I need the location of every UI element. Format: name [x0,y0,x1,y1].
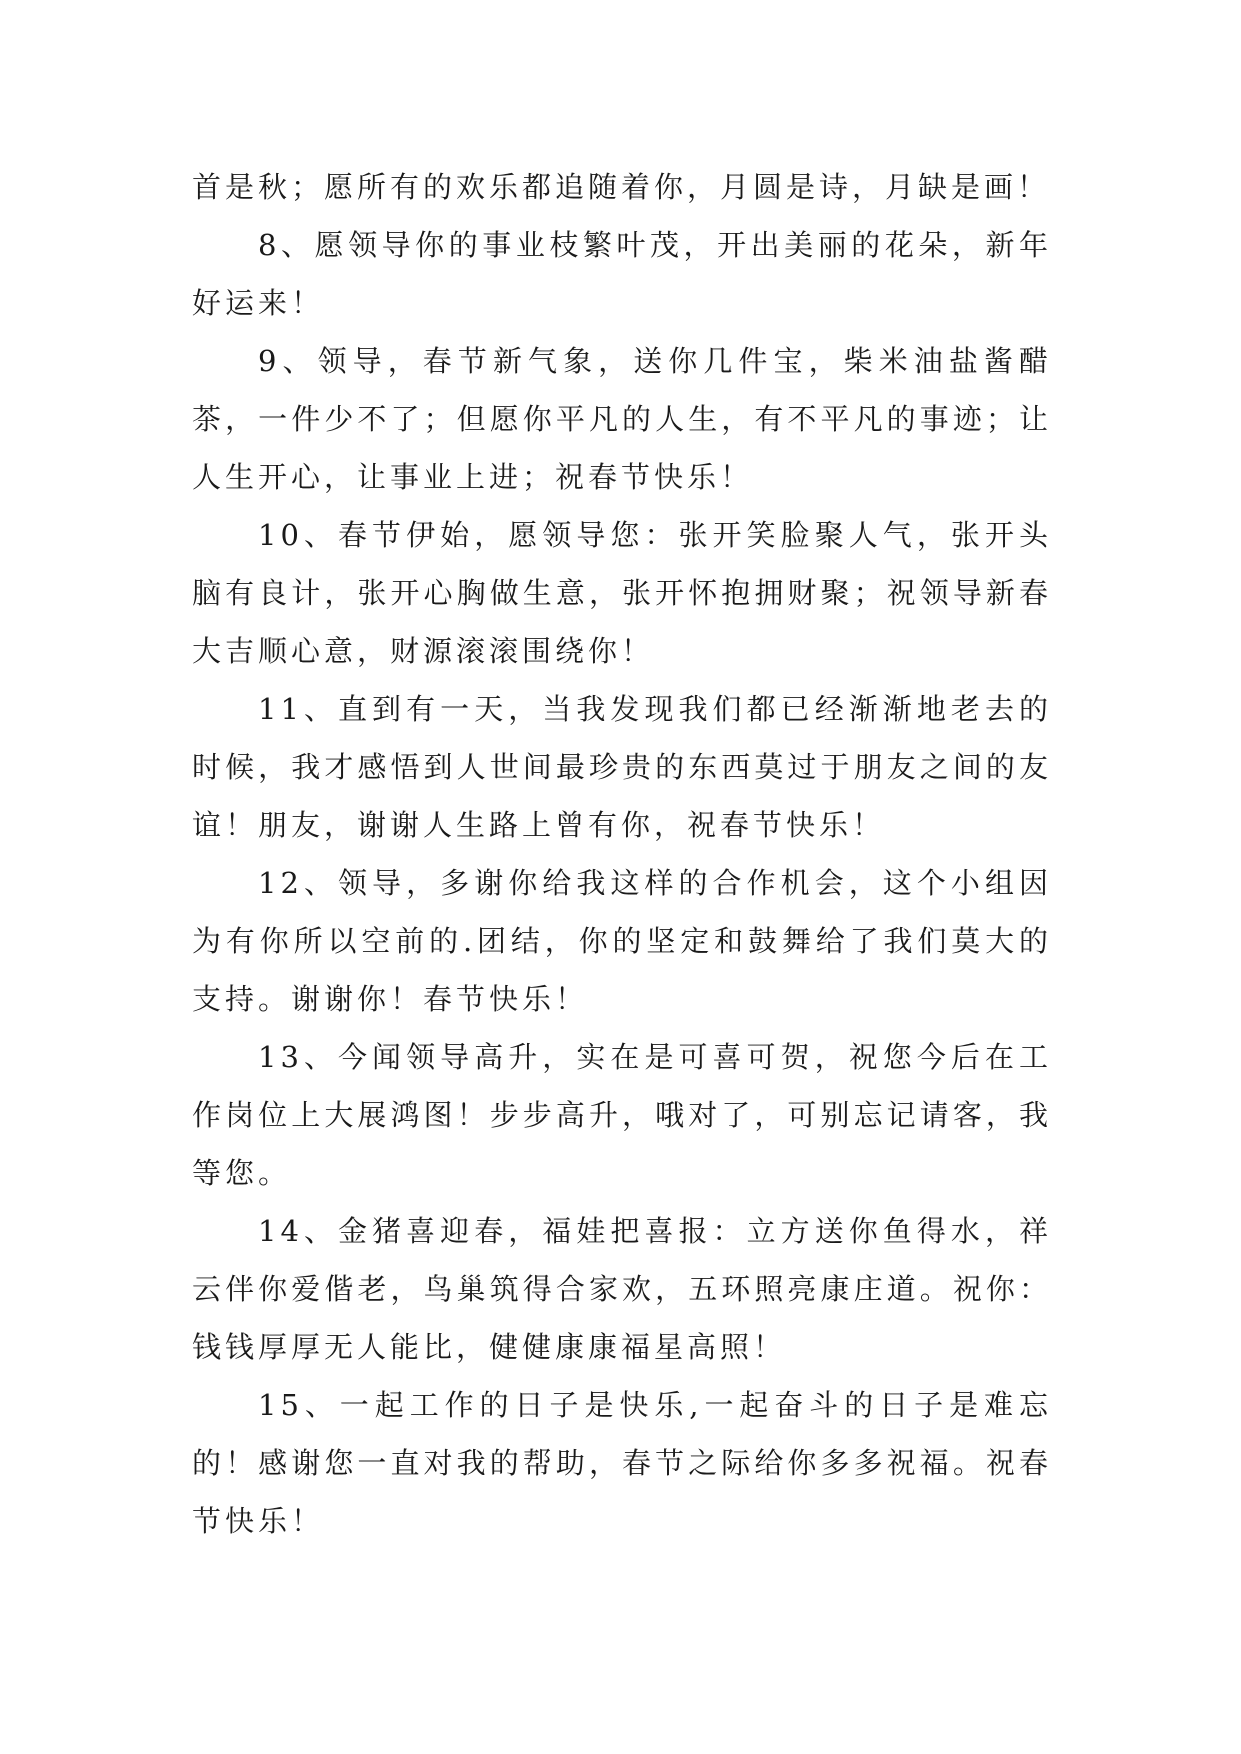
paragraph: 10、春节伊始，愿领导您：张开笑脸聚人气，张开头脑有良计，张开心胸做生意，张开怀抱拥财聚；祝领导新春大吉顺心意，财源滚滚围绕你！ [192,518,1052,668]
document-body [192,158,1052,1550]
paragraph: 13、今闻领导高升，实在是可喜可贺，祝您今后在工作岗位上大展鸿图！步步高升，哦对了，可别忘记请客，我等您。 [192,1040,1052,1190]
paragraph: 12、领导，多谢你给我这样的合作机会，这个小组因为有你所以空前的.团结，你的坚定和鼓舞给了我们莫大的支持。谢谢你！春节快乐！ [192,866,1052,1016]
paragraph: 15、一起工作的日子是快乐,一起奋斗的日子是难忘的！感谢您一直对我的帮助，春节之际给你多多祝福。祝春节快乐！ [192,1388,1052,1538]
paragraph: 8、愿领导你的事业枝繁叶茂，开出美丽的花朵，新年好运来！ [192,228,1052,320]
paragraph: 9、领导，春节新气象，送你几件宝，柴米油盐酱醋茶，一件少不了；但愿你平凡的人生，有不平凡的事迹；让人生开心，让事业上进；祝春节快乐！ [192,344,1052,494]
paragraph: 11、直到有一天，当我发现我们都已经渐渐地老去的时候，我才感悟到人世间最珍贵的东西莫过于朋友之间的友谊！朋友，谢谢人生路上曾有你，祝春节快乐！ [192,692,1052,842]
paragraph: 首是秋；愿所有的欢乐都追随着你，月圆是诗，月缺是画！ [192,170,1051,204]
paragraph: 14、金猪喜迎春，福娃把喜报：立方送你鱼得水，祥云伴你爱偕老，鸟巢筑得合家欢，五环照亮康庄道。祝你：钱钱厚厚无人能比，健健康康福星高照！ [192,1214,1052,1364]
